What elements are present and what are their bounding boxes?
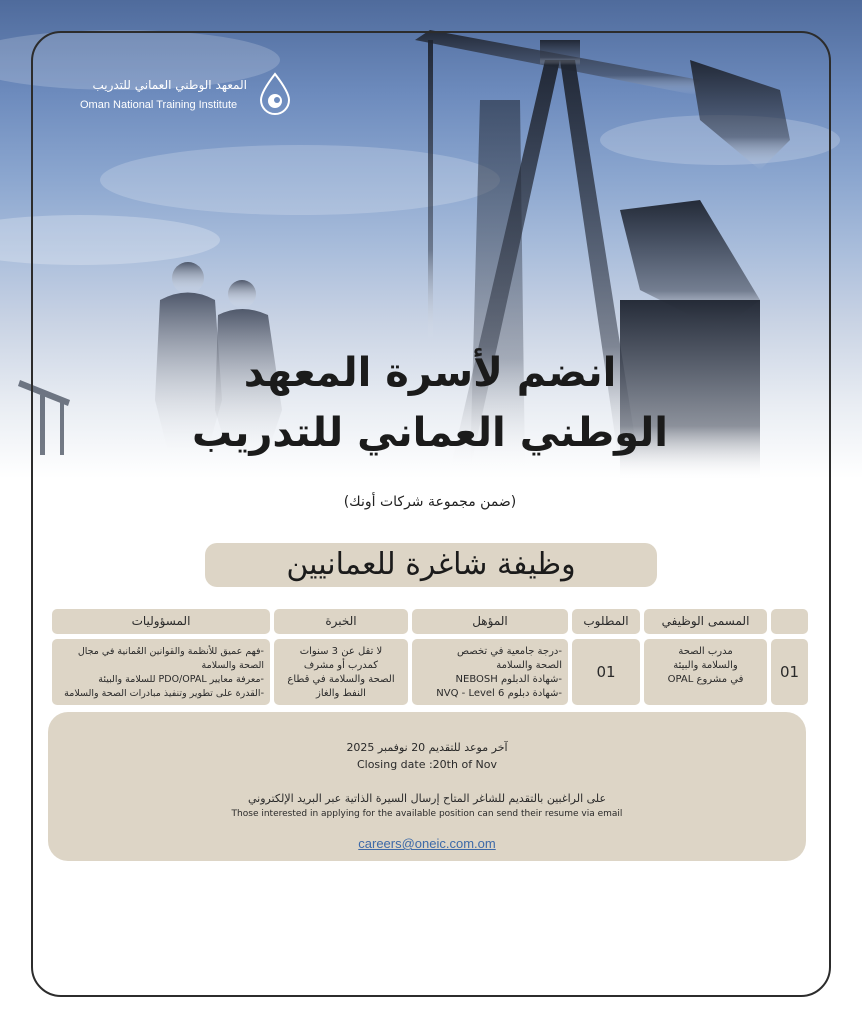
careers-email-link[interactable]: careers@oneic.com.om bbox=[358, 836, 496, 851]
experience-line: النفط والغاز bbox=[316, 688, 366, 699]
header-job-title: المسمى الوظيفي bbox=[644, 609, 767, 634]
vacancy-banner: وظيفة شاغرة للعمانيين bbox=[205, 543, 657, 587]
headline-line-2: الوطني العماني للتدريب bbox=[192, 410, 668, 456]
row-job-title bbox=[644, 639, 767, 705]
instructions-arabic: على الراغبين بالتقديم للشاغر المتاح إرسال السيرة الذاتية عبر البريد الإلكتروني bbox=[247, 792, 607, 805]
qualification-line: -شهادة الدبلوم NEBOSH bbox=[455, 674, 562, 685]
header-responsibilities: المسؤوليات bbox=[52, 609, 270, 634]
experience-line: الصحة والسلامة في قطاع bbox=[287, 674, 395, 685]
experience-line: كمدرب أو مشرف bbox=[303, 660, 379, 671]
headline-subtitle: (ضمن مجموعة شركات أونك) bbox=[343, 494, 517, 510]
row-qualification bbox=[412, 639, 568, 705]
header-experience: الخبرة bbox=[274, 609, 408, 634]
responsibility-line: -فهم عميق للأنظمة والقوانين العُمانية في مجال bbox=[77, 646, 264, 657]
row-number: 01 bbox=[771, 639, 808, 705]
logo-arabic-name: المعهد الوطني العماني للتدريب bbox=[92, 78, 247, 92]
job-title-line: والسلامة والبيئة bbox=[673, 660, 738, 671]
headline-line-1: انضم لأسرة المعهد bbox=[243, 350, 617, 396]
job-title-line: مدرب الصحة bbox=[678, 646, 733, 657]
responsibility-line: -القدرة على تطوير وتنفيذ مبادرات الصحة والسلامة bbox=[64, 688, 264, 699]
institute-logo bbox=[80, 72, 295, 120]
logo-english-name: Oman National Training Institute bbox=[80, 99, 238, 111]
deadline-arabic: آخر موعد للتقديم 20 نوفمبر 2025 bbox=[346, 741, 508, 754]
row-required: 01 bbox=[572, 639, 640, 705]
row-responsibilities bbox=[52, 639, 270, 705]
qualification-line: الصحة والسلامة bbox=[496, 660, 562, 671]
qualification-line: -شهادة دبلوم NVQ - Level 6 bbox=[436, 688, 562, 699]
application-info-box bbox=[48, 712, 806, 861]
instructions-english: Those interested in applying for the available position can send their resume via email bbox=[231, 809, 623, 819]
header-number bbox=[771, 609, 808, 634]
responsibility-line: -معرفة معايير PDO/OPAL للسلامة والبيئة bbox=[98, 674, 264, 685]
responsibility-line: الصحة والسلامة bbox=[201, 660, 264, 671]
row-experience bbox=[274, 639, 408, 705]
experience-line: لا تقل عن 3 سنوات bbox=[299, 646, 383, 657]
header-qualification: المؤهل bbox=[412, 609, 568, 634]
onti-logo-drop-icon bbox=[255, 72, 295, 116]
qualification-line: -درجة جامعية في تخصص bbox=[456, 646, 562, 657]
header-required: المطلوب bbox=[572, 609, 640, 634]
job-title-line: في مشروع OPAL bbox=[667, 674, 744, 685]
deadline-english: Closing date :20th of Nov bbox=[356, 758, 498, 771]
